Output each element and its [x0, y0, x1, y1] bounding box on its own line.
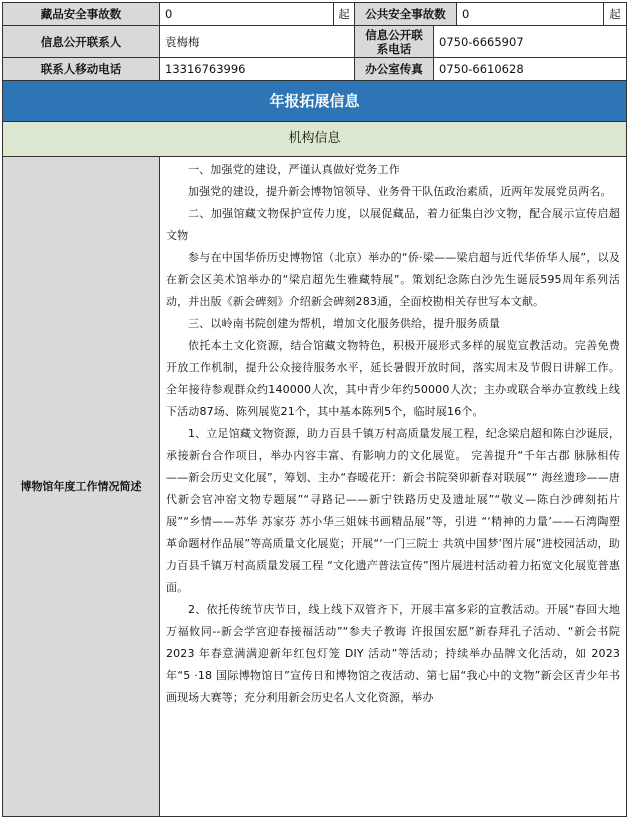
collection-accidents-label: 藏品安全事故数 [3, 3, 160, 26]
mobile-fax-row [3, 58, 627, 81]
annual-work-body [160, 157, 627, 817]
extended-info-banner: 年报拓展信息 [3, 81, 627, 122]
public-accidents-unit: 起 [604, 3, 627, 26]
fax-label: 办公室传真 [355, 58, 434, 81]
institution-info-header: 机构信息 [3, 122, 627, 157]
paragraph: 二、加强馆藏文物保护宣传力度，以展促藏品，着力征集白沙文物，配合展示宣传启超文物 [166, 207, 620, 242]
paragraph: 加强党的建设，提升新会博物馆领导、业务骨干队伍政治素质，近两年发展党员两名。 [188, 185, 612, 198]
paragraph: 1、立足馆藏文物资源，助力百县千镇万村高质量发展工程，纪念梁启超和陈白沙诞辰，承接新台合作项目，举办内容丰富、有影响力的文化展览。 完善提升“千年古郡 脉脉相传——新会历史文化展”，筹划、主办“春暖花开：新会书院癸卯新春对联展”“ 海丝遗珍——唐代新会官冲窑文物专题展”“寻路记——新宁铁路历史及遗址展”“敬义—陈白沙碑刻拓片展”“乡情——苏华 苏家芬 苏小华三姐妹书画精品展”等，引进 “‘精神的力量’——石湾陶塑革命题材作品展”等高质量文化展览；开展“‘一门三院士 共筑中国梦’图片展”进校园活动，助力百县千镇万村高质量发展工程 “文化遗产普法宣传”图片展进村活动着力拓宽文化展览普惠面。 [166, 427, 620, 594]
collection-accidents-value: 0 [160, 3, 334, 26]
info-phone-value: 0750-6665907 [434, 26, 627, 58]
contact-row [3, 26, 627, 58]
collection-accidents-unit: 起 [334, 3, 355, 26]
info-phone-label: 信息公开联系电话 [355, 26, 434, 58]
museum-annual-report-form [2, 2, 627, 817]
paragraph: 2、依托传统节庆节日，线上线下双管齐下，开展丰富多彩的宣教活动。开展“春回大地 万福攸同--新会学宫迎春接福活动”“参夫子教诲 许报国宏愿”新春拜孔子活动、“新会书院 2023 年春意满满迎新年红包灯笼 DIY 活动”等活动；持续举办品牌文化活动，如 2023 年“5 ·18 国际博物馆日”宣传日和博物馆之夜活动、第七届“我心中的文物”新会区青少年书画现场大赛等；充分利用新会历史名人文化资源，举办 [166, 603, 620, 704]
banner-row [3, 81, 627, 122]
paragraph: 三、以岭南书院创建为帮机，增加文化服务供给，提升服务质量 [188, 317, 501, 330]
paragraph: 一、加强党的建设，严谨认真做好党务工作 [188, 163, 400, 176]
annual-work-label: 博物馆年度工作情况简述 [3, 157, 160, 817]
info-contact-value: 袁梅梅 [160, 26, 355, 58]
mobile-label: 联系人移动电话 [3, 58, 160, 81]
paragraph: 参与在中国华侨历史博物馆（北京）举办的“侨·梁——梁启超与近代华侨华人展”，以及在新会区美术馆举办的“梁启超先生雅藏特展”。策划纪念陈白沙先生诞辰595周年系列活动，并出版《新会碑刻》介绍新会碑刻283通，全面校勘相关存世写本文献。 [166, 251, 620, 308]
accident-row [3, 3, 627, 26]
subbanner-row [3, 122, 627, 157]
mobile-value: 13316763996 [160, 58, 355, 81]
info-contact-label: 信息公开联系人 [3, 26, 160, 58]
fax-value: 0750-6610628 [434, 58, 627, 81]
annual-work-row [3, 157, 627, 817]
public-accidents-label: 公共安全事故数 [355, 3, 457, 26]
paragraph: 依托本土文化资源，结合馆藏文物特色，积极开展形式多样的展览宣教活动。完善免费开放工作机制，提升公众接待服务水平，延长暑假开放时间，落实周末及节假日讲解工作。全年接待参观群众约140000人次，其中青少年约50000人次；主办或联合举办宣教线上线下活动87场、陈列展览21个，其中基本陈列5个，临时展16个。 [166, 339, 620, 418]
public-accidents-value: 0 [457, 3, 604, 26]
